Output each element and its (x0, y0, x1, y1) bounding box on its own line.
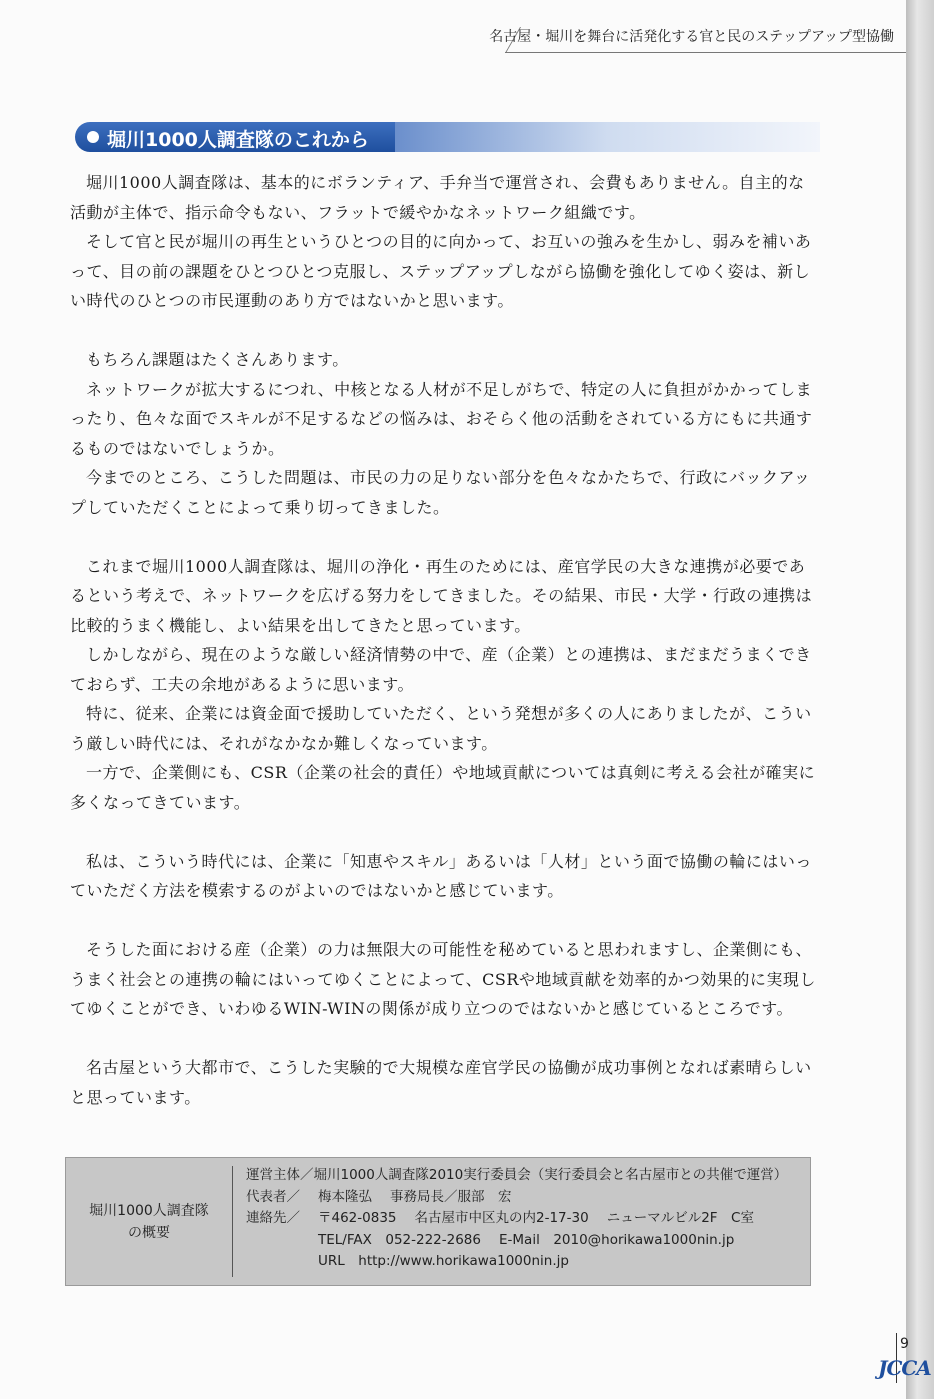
operator-key: 運営主体／ (246, 1167, 314, 1183)
paragraph: 堀川1000人調査隊は、基本的にボランティア、手弁当で運営され、会費もありません。自主的な活動が主体で、指示命令もない、フラットで緩やかなネットワーク組織です。 (70, 173, 805, 222)
section-heading (75, 122, 820, 152)
tel-row (246, 1230, 805, 1252)
page-number: 9 (900, 1336, 909, 1352)
overview-label-line: の概要 (128, 1224, 170, 1241)
paragraph: ネットワークが拡大するにつれ、中核となる人材が不足しがちで、特定の人に負担がかかってしまったり、色々な面でスキルが不足するなどの悩みは、おそらく他の活動をされている方にもに共通するものではないでしょうか。 (70, 379, 813, 458)
overview-label-line: 堀川1000人調査隊 (89, 1202, 209, 1219)
running-header (489, 22, 906, 53)
url-row (246, 1251, 805, 1273)
article-body (70, 168, 820, 1112)
section-title: 堀川1000人調査隊のこれから (107, 129, 369, 151)
jcca-logo: JCCA (878, 1356, 931, 1380)
contact-building: ニューマルビル2F C室 (606, 1210, 754, 1226)
url-link[interactable]: URL http://www.horikawa1000nin.jp (318, 1253, 569, 1269)
overview-label (66, 1158, 232, 1285)
tel-fax: TEL/FAX 052-222-2686 (318, 1231, 481, 1248)
overview-divider (232, 1166, 233, 1277)
secretary-key: 事務局長／ (390, 1188, 458, 1205)
contact-key: 連絡先／ (246, 1210, 300, 1226)
contact-address: 名古屋市中区丸の内2-17-30 (414, 1210, 589, 1226)
representative-row (246, 1187, 805, 1209)
overview-details (246, 1165, 805, 1273)
paragraph: そして官と民が堀川の再生というひとつの目的に向かって、お互いの強みを生かし、弱みを補いあって、目の前の課題をひとつひとつ克服し、ステップアップしながら協働を強化してゆく姿は、新しい時代のひとつの市民運動のあり方ではないかと思います。 (70, 232, 812, 310)
paragraph: 特に、従来、企業には資金面で援助していただく、という発想が多くの人にありましたが、こういう厳しい時代には、それがなかなか難しくなっています。 (70, 704, 812, 753)
paragraph: 私は、こういう時代には、企業に「知恵やスキル」あるいは「人材」という面で協働の輪にはいっていただく方法を模索するのがよいのではないかと感じています。 (70, 851, 812, 900)
operator-value: 堀川1000人調査隊2010実行委員会（実行委員会と名古屋市との共催で運営） (313, 1167, 788, 1183)
paragraph: 今までのところ、こうした問題は、市民の力の足りない部分を色々なかたちで、行政にバックアップしていただくことによって乗り切ってきました。 (70, 468, 811, 517)
paragraph: しかしながら、現在のような厳しい経済情勢の中で、産（企業）との連携は、まだまだうまくできておらず、工夫の余地があるように思います。 (70, 645, 812, 694)
paragraph: そうした面における産（企業）の力は無限大の可能性を秘めていると思われますし、企業側にも、うまく社会との連携の輪にはいってゆくことによって、CSRや地域貢献を効率的かつ効果的に実現してゆくことができ、いわゆるWIN-WINの関係が成り立つのではないかと感じているところです。 (70, 940, 816, 1018)
bullet-icon (87, 131, 99, 143)
contact-zip: 〒462-0835 (318, 1210, 397, 1226)
paragraph: 名古屋という大都市で、こうした実験的で大規模な産官学民の協働が成功事例となれば素晴らしいと思っています。 (70, 1058, 812, 1107)
secretary-value: 服部 宏 (457, 1188, 512, 1205)
paragraph: これまで堀川1000人調査隊は、堀川の浄化・再生のためには、産官学民の大きな連携が必要であるという考えで、ネットワークを広げる努力をしてきました。その結果、市民・大学・行政の連携は比較的うまく機能し、よい結果を出してきたと思っています。 (70, 556, 813, 635)
email-link[interactable]: E-Mail 2010@horikawa1000nin.jp (499, 1231, 735, 1248)
overview-box (65, 1157, 811, 1286)
contact-row (246, 1208, 805, 1230)
paragraph: もちろん課題はたくさんあります。 (86, 350, 349, 369)
section-heading-fade (395, 122, 820, 152)
representative-value: 梅本隆弘 (318, 1188, 372, 1205)
operator-row (246, 1165, 805, 1187)
running-title: 名古屋・堀川を舞台に活発化する官と民のステップアップ型協働 (489, 29, 894, 45)
page-edge-shadow (906, 0, 934, 1399)
representative-key: 代表者／ (246, 1188, 300, 1205)
paragraph: 一方で、企業側にも、CSR（企業の社会的責任）や地域貢献については真剣に考える会社が確実に多くなってきています。 (70, 763, 816, 812)
